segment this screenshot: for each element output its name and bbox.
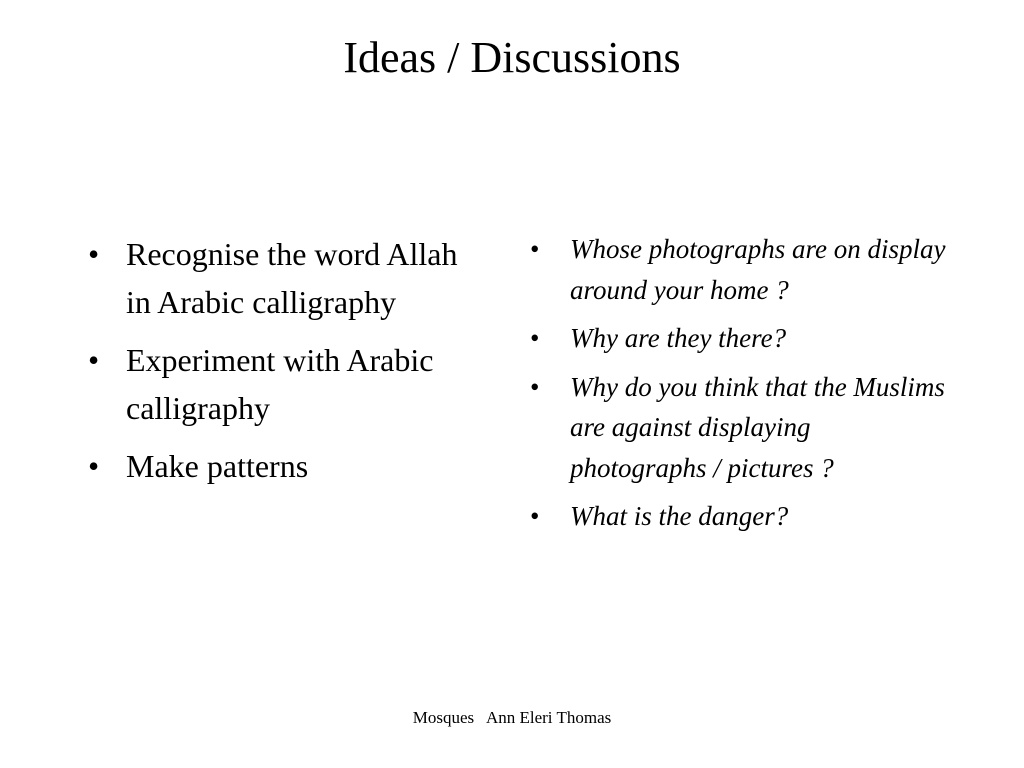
list-item (530, 367, 950, 489)
list-item (88, 442, 458, 490)
list-item-text: What is the danger? (570, 501, 789, 531)
bullet-icon: • (88, 342, 100, 378)
list-item (88, 336, 458, 432)
list-item (530, 318, 950, 359)
slide-footer: Mosques Ann Eleri Thomas (412, 708, 612, 727)
bullet-icon: • (530, 371, 540, 402)
bullet-icon: • (530, 323, 540, 353)
list-item-text: Whose photographs are on display around your home ? (570, 234, 946, 305)
list-item-text: Why are they there? (570, 323, 787, 353)
list-item-text: Recognise the word Allah in Arabic calligraphy (126, 236, 458, 320)
left-bullet-list (88, 230, 458, 500)
list-item-text: Make patterns (126, 448, 309, 484)
bullet-icon: • (530, 501, 540, 531)
bullet-icon: • (530, 234, 540, 264)
list-item (88, 230, 458, 326)
slide-title: Ideas / Discussions (343, 33, 681, 82)
list-item-text: Why do you think that the Muslims are against displaying photographs / pictures ? (570, 371, 945, 483)
list-item (530, 496, 950, 537)
list-item (530, 229, 950, 310)
bullet-icon: • (88, 236, 100, 272)
list-item-text: Experiment with Arabic calligraphy (126, 342, 434, 426)
bullet-icon: • (88, 448, 100, 484)
right-bullet-list (530, 229, 950, 545)
